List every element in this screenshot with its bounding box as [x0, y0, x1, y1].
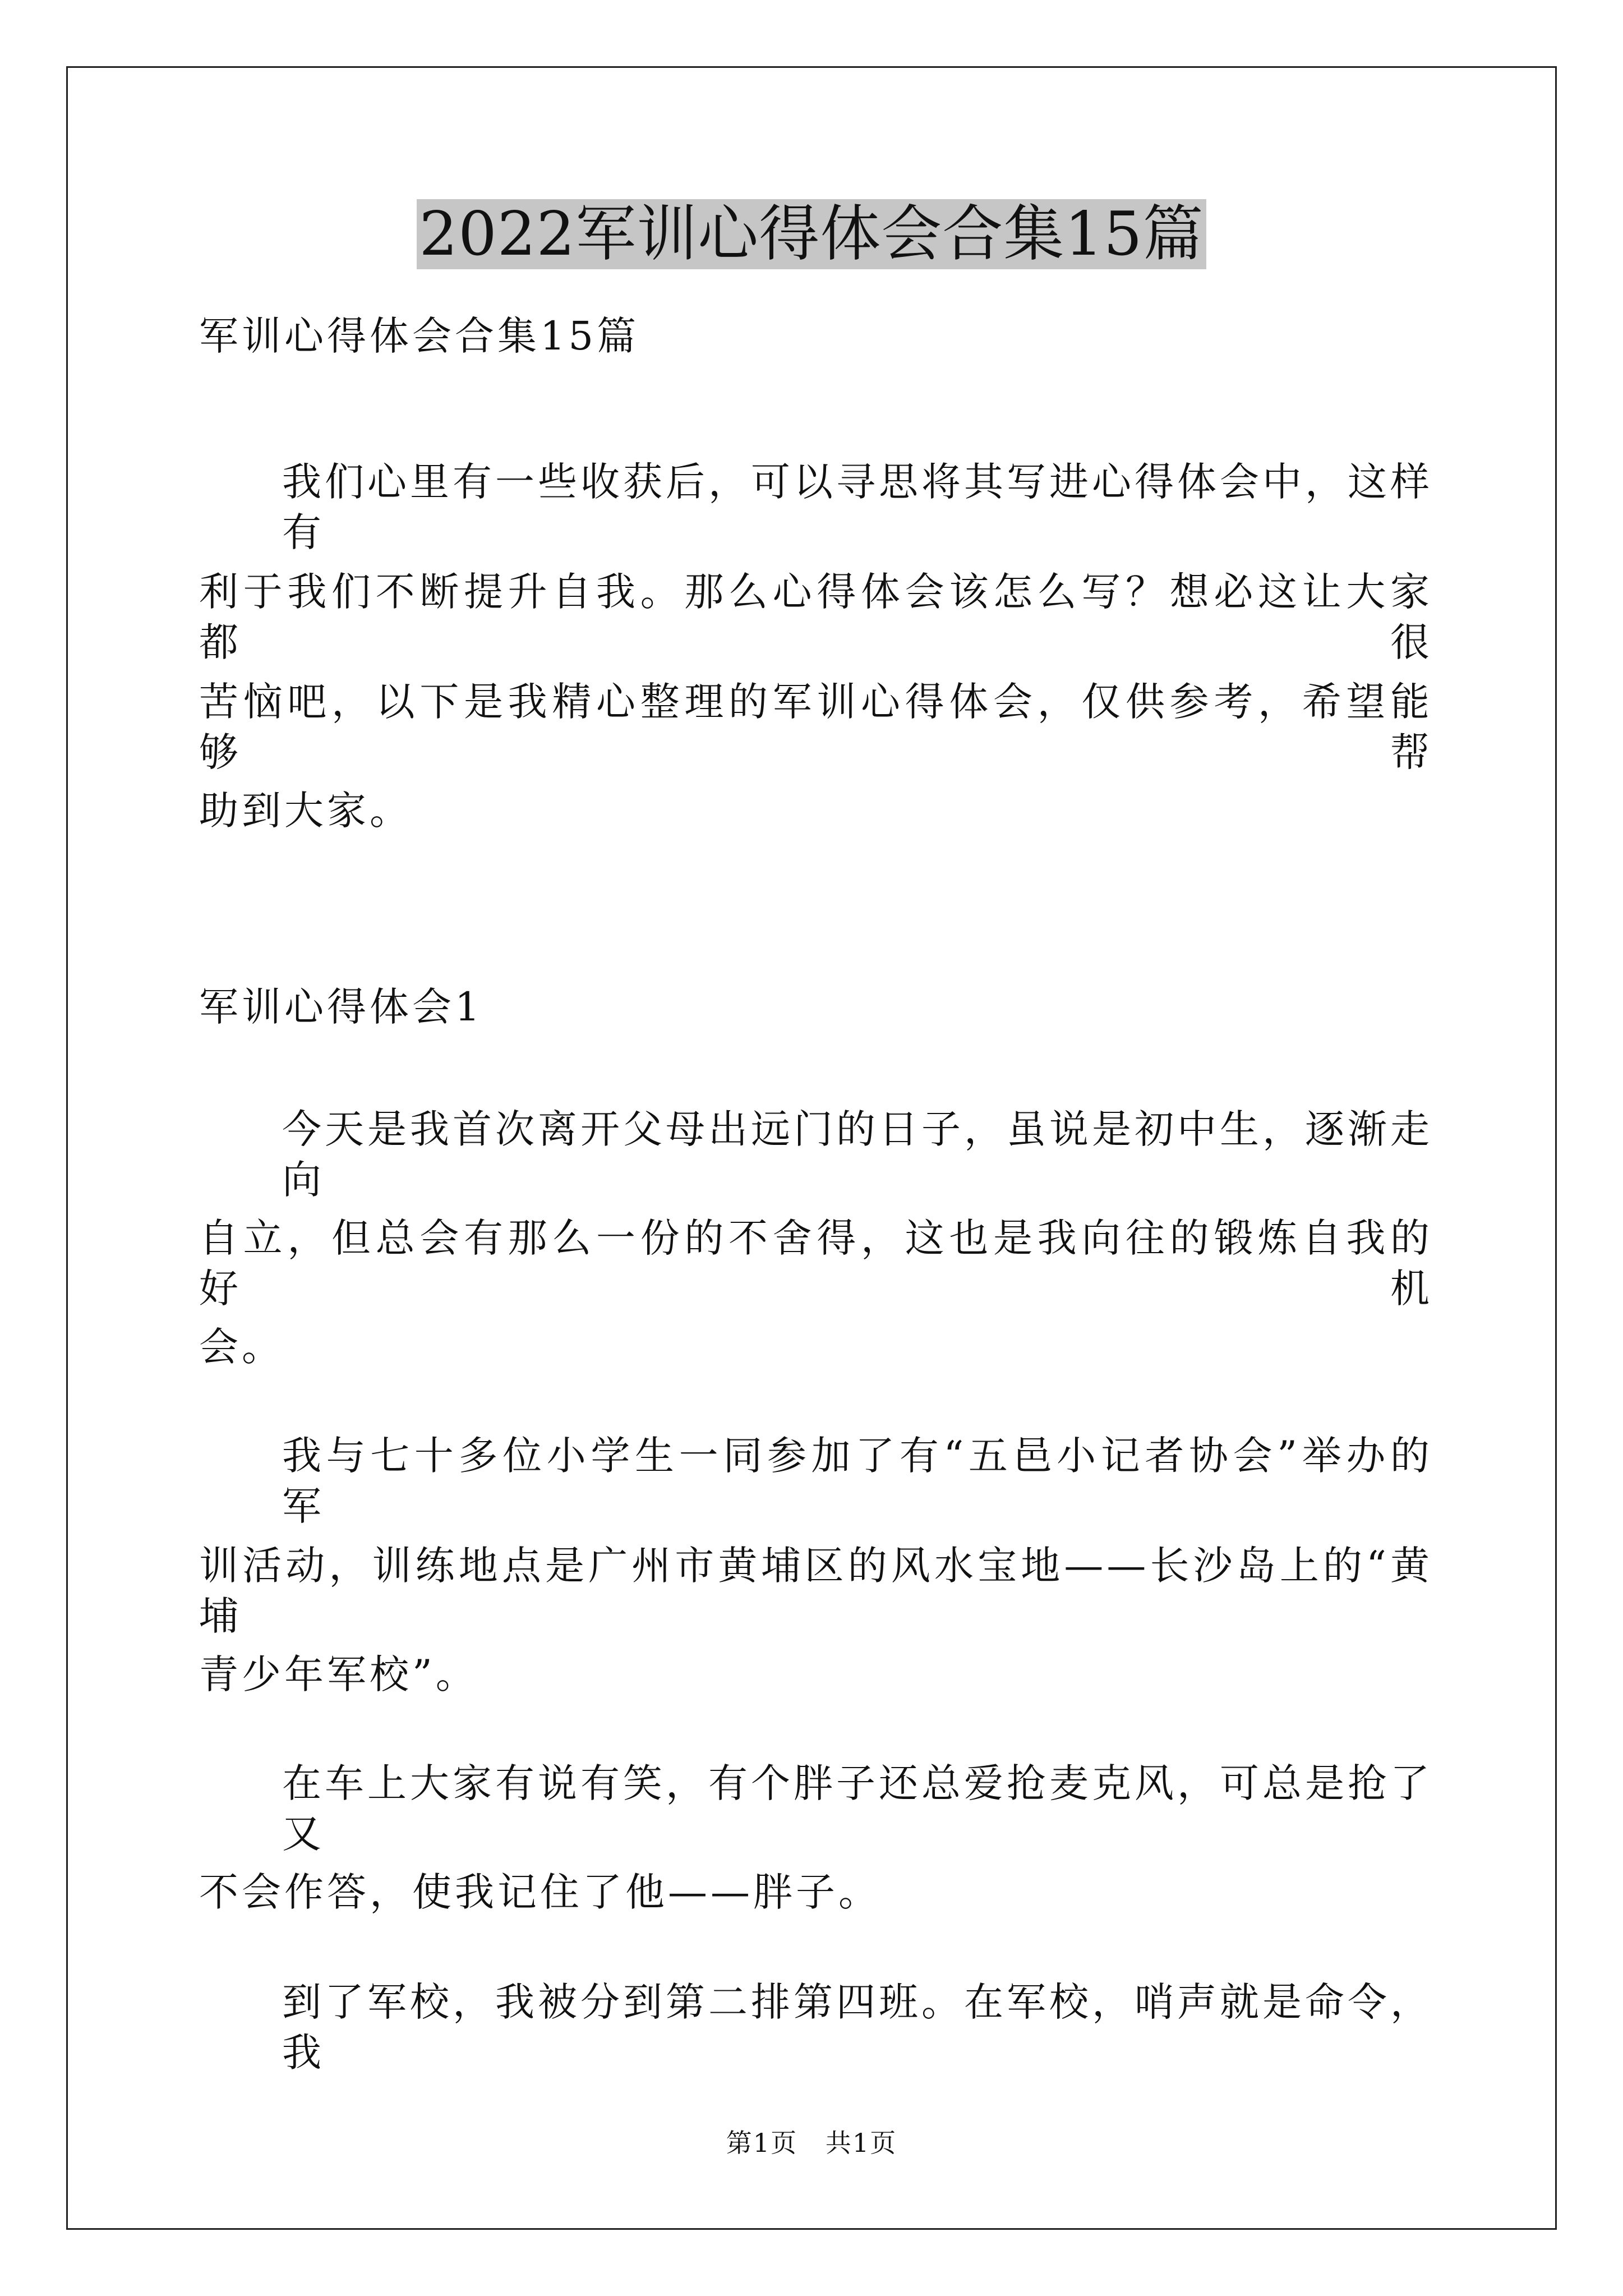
- document-title: [0, 195, 1623, 274]
- body-line: 利于我们不断提升自我。那么心得体会该怎么写？想必这让大家都很: [199, 569, 1433, 665]
- page-footer: [0, 2126, 1623, 2160]
- body-line: 我与七十多位小学生一同参加了有“五邑小记者协会”举办的军: [282, 1433, 1433, 1529]
- document-title-text: 2022军训心得体会合集15篇: [417, 199, 1206, 269]
- body-line: 会。: [199, 1324, 284, 1370]
- body-line: 今天是我首次离开父母出远门的日子，虽说是初中生，逐渐走向: [282, 1106, 1433, 1203]
- body-line: 不会作答，使我记住了他——胖子。: [199, 1869, 881, 1915]
- body-line: 青少年军校”。: [199, 1651, 478, 1697]
- body-line: 到了军校，我被分到第二排第四班。在军校，哨声就是命令，我: [282, 1979, 1433, 2076]
- page-number: 第1页 共1页: [726, 2128, 897, 2158]
- section-heading: 军训心得体会1: [199, 984, 483, 1030]
- body-line: 自立，但总会有那么一份的不舍得，这也是我向往的锻炼自我的好机: [199, 1215, 1433, 1312]
- body-line: 我们心里有一些收获后，可以寻思将其写进心得体会中，这样有: [282, 459, 1433, 555]
- body-line: 助到大家。: [199, 788, 412, 834]
- body-line: 在车上大家有说有笑，有个胖子还总爱抢麦克风，可总是抢了又: [282, 1760, 1433, 1857]
- subtitle-line: 军训心得体会合集15篇: [199, 313, 640, 359]
- body-line: 苦恼吧，以下是我精心整理的军训心得体会，仅供参考，希望能够帮: [199, 679, 1433, 775]
- body-line: 训活动，训练地点是广州市黄埔区的风水宝地——长沙岛上的“黄埔: [199, 1543, 1433, 1639]
